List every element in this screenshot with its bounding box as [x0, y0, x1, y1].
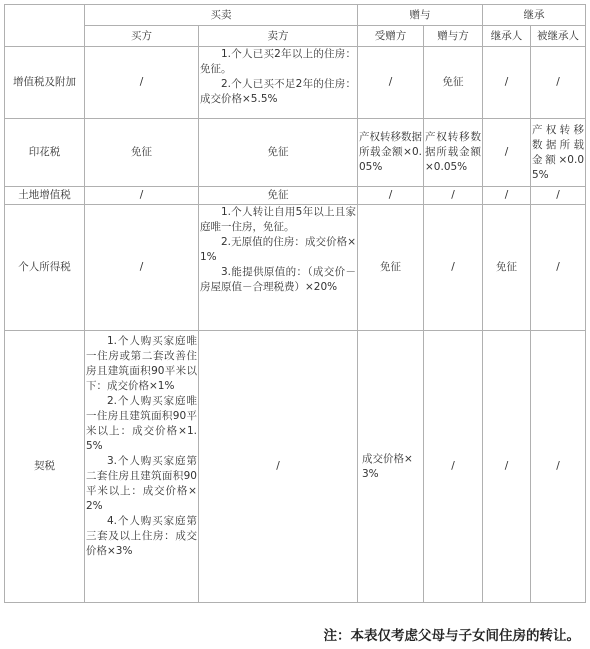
row-lat-seller: 免征 — [199, 187, 358, 205]
row-deed-donee: 成交价格×3% — [358, 331, 424, 603]
row-iit — [5, 205, 586, 331]
row-vat-seller-item-2: 2.个人已买不足2年的住房：成交价格×5.5% — [200, 78, 356, 105]
header-seller: 卖方 — [199, 26, 358, 47]
row-deed-buyer-item-3: 3.个人购买家庭第二套住房且建筑面积90平米以上：成交价格×2% — [86, 455, 197, 512]
row-vat-donor: 免征 — [424, 47, 483, 119]
row-iit-donor: / — [424, 205, 483, 331]
row-lat — [5, 187, 586, 205]
header-gift: 赠与 — [358, 5, 483, 26]
row-deed-heir: / — [483, 331, 531, 603]
header-buyer: 买方 — [85, 26, 199, 47]
row-iit-seller-item-1: 1.个人转让自用5年以上且家庭唯一住房，免征。 — [200, 206, 356, 233]
row-lat-donee: / — [358, 187, 424, 205]
row-stamp-donee: 产权转移数据所载金额×0.05% — [358, 119, 424, 187]
row-deed-decedent: / — [531, 331, 586, 603]
row-stamp-heir: / — [483, 119, 531, 187]
row-iit-label: 个人所得税 — [5, 205, 85, 331]
row-iit-seller — [199, 205, 358, 331]
row-vat-label: 增值税及附加 — [5, 47, 85, 119]
row-iit-donee: 免征 — [358, 205, 424, 331]
row-stamp-label: 印花税 — [5, 119, 85, 187]
row-vat-buyer: / — [85, 47, 199, 119]
row-vat-seller — [199, 47, 358, 119]
row-deed-donor: / — [424, 331, 483, 603]
row-deed-buyer-item-4: 4.个人购买家庭第三套及以上住房：成交价格×3% — [86, 515, 197, 557]
row-stamp-donor: 产权转移数据所载金额×0.05% — [424, 119, 483, 187]
row-iit-seller-item-3: 3.能提供原值的：（成交价－房屋原值－合理税费）×20% — [200, 266, 356, 293]
row-lat-heir: / — [483, 187, 531, 205]
header-corner — [5, 5, 85, 47]
header-row-parties — [5, 26, 586, 47]
header-sale: 买卖 — [85, 5, 358, 26]
row-stamp-seller: 免征 — [199, 119, 358, 187]
row-deed-buyer — [85, 331, 199, 603]
row-deed — [5, 331, 586, 603]
row-iit-heir: 免征 — [483, 205, 531, 331]
footnote: 注：本表仅考虑父母与子女间住房的转让。 — [323, 628, 580, 644]
header-donee: 受赠方 — [358, 26, 424, 47]
header-decedent: 被继承人 — [531, 26, 586, 47]
row-iit-decedent: / — [531, 205, 586, 331]
row-stamp-decedent: 产权转移数据所载金额×0.05% — [531, 119, 586, 187]
header-inherit: 继承 — [483, 5, 586, 26]
tax-table — [4, 4, 586, 603]
row-lat-buyer: / — [85, 187, 199, 205]
row-vat — [5, 47, 586, 119]
row-vat-seller-item-1: 1.个人已买2年以上的住房：免征。 — [200, 48, 356, 75]
header-donor: 赠与方 — [424, 26, 483, 47]
row-lat-donor: / — [424, 187, 483, 205]
row-deed-label: 契税 — [5, 331, 85, 603]
row-lat-label: 土地增值税 — [5, 187, 85, 205]
header-heir: 继承人 — [483, 26, 531, 47]
row-vat-heir: / — [483, 47, 531, 119]
row-deed-buyer-item-1: 1.个人购买家庭唯一住房或第二套改善住房且建筑面积90平米以下：成交价格×1% — [86, 335, 197, 392]
row-iit-seller-item-2: 2.无原值的住房：成交价格×1% — [200, 236, 356, 263]
row-vat-decedent: / — [531, 47, 586, 119]
row-lat-decedent: / — [531, 187, 586, 205]
row-deed-seller: / — [199, 331, 358, 603]
row-stamp-buyer: 免征 — [85, 119, 199, 187]
row-deed-buyer-item-2: 2.个人购买家庭唯一住房且建筑面积90平米以上：成交价格×1.5% — [86, 395, 197, 452]
header-row-groups — [5, 5, 586, 26]
row-stamp — [5, 119, 586, 187]
row-vat-donee: / — [358, 47, 424, 119]
row-iit-buyer: / — [85, 205, 199, 331]
